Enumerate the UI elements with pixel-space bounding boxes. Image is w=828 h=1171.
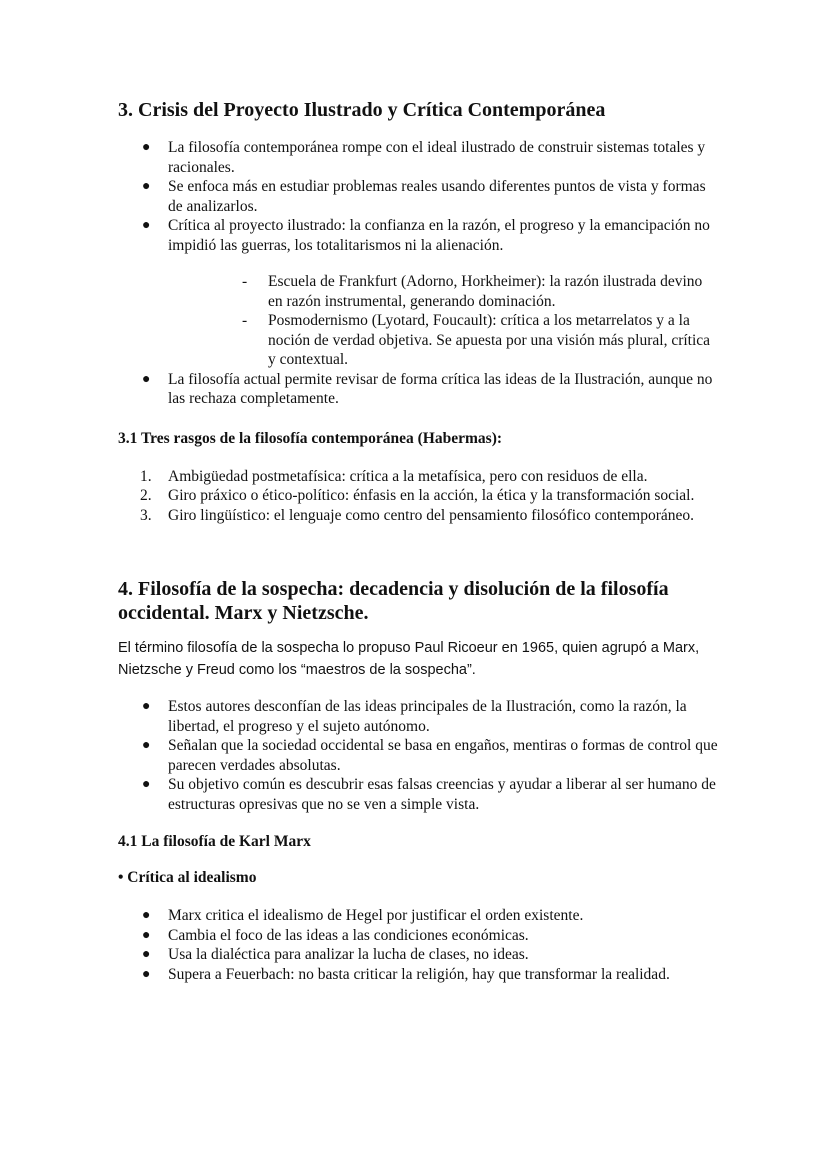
list-item	[118, 736, 718, 775]
list-item	[118, 138, 718, 177]
list-item	[118, 945, 718, 965]
section-3-bullet-list-end	[118, 370, 718, 409]
section-3-title: 3. Crisis del Proyecto Ilustrado y Crítica Contemporánea	[118, 99, 606, 121]
list-item-text: Giro práxico o ético-político: énfasis en la acción, la ética y la transformación social.	[168, 487, 695, 504]
list-item	[118, 272, 718, 311]
bullet-marker: ●	[142, 218, 151, 233]
list-item	[118, 370, 718, 409]
list-item	[118, 926, 718, 946]
section-3-1-title: 3.1 Tres rasgos de la filosofía contemporánea (Habermas):	[118, 429, 503, 447]
number-marker: 3.	[140, 506, 152, 524]
section-4-1-title: 4.1 La filosofía de Karl Marx	[118, 833, 311, 850]
section-4-1-subtitle: • Crítica al idealismo	[118, 869, 257, 886]
bullet-marker: ●	[142, 947, 151, 962]
section-4-bullet-list	[118, 697, 718, 814]
bullet-marker: ●	[142, 179, 151, 194]
number-marker: 2.	[140, 487, 152, 504]
list-item-text: Marx critica el idealismo de Hegel por justificar el orden existente.	[168, 907, 584, 924]
bullet-marker: ●	[142, 908, 151, 923]
list-item	[118, 906, 718, 926]
list-item	[118, 216, 718, 255]
bullet-marker: ●	[142, 927, 151, 943]
section-4-1-bullet-list	[118, 906, 718, 984]
list-item	[118, 775, 718, 814]
bullet-marker: ●	[142, 371, 151, 387]
section-4-title: 4. Filosofía de la sospecha: decadencia y disolución de la filosofía occidental. Marx y Nietzsche.	[118, 578, 669, 624]
section-3-1-numbered-list	[118, 467, 718, 526]
bullet-marker: ●	[142, 699, 151, 714]
list-item-text: Ambigüedad postmetafísica: crítica a la metafísica, pero con residuos de ella.	[168, 467, 648, 485]
list-item	[118, 467, 718, 487]
bullet-marker: ●	[142, 966, 151, 982]
bullet-marker: ●	[142, 738, 151, 753]
bullet-marker: ●	[142, 140, 151, 155]
list-item-text: Cambia el foco de las ideas a las condiciones económicas.	[168, 926, 529, 944]
list-item-text: Usa la dialéctica para analizar la lucha de clases, no ideas.	[168, 946, 529, 963]
section-3-bullet-list	[118, 138, 718, 255]
dash-marker: -	[242, 273, 248, 290]
list-item	[118, 486, 718, 506]
list-item-text: Señalan que la sociedad occidental se basa en engaños, mentiras o formas de control que parecen verdades absolutas.	[168, 737, 718, 774]
list-item-text: Estos autores desconfían de las ideas principales de la Ilustración, como la razón, la libertad, el progreso y el sujeto autónomo.	[168, 698, 687, 735]
list-item-text: La filosofía actual permite revisar de forma crítica las ideas de la Ilustración, aunque no las rechaza completamente.	[168, 370, 713, 407]
list-item	[118, 697, 718, 736]
list-item	[118, 177, 718, 216]
list-item-text: Giro lingüístico: el lenguaje como centro del pensamiento filosófico contemporáneo.	[168, 506, 694, 524]
list-item-text: Posmodernismo (Lyotard, Foucault): crítica a los metarrelatos y a la noción de verdad objetiva. Se apuesta por una visión más plural, crítica y contextual.	[268, 312, 711, 368]
list-item-text: Crítica al proyecto ilustrado: la confianza en la razón, el progreso y la emancipación no impidió las guerras, los totalitarismos ni la alienación.	[168, 217, 710, 254]
dash-marker: -	[242, 312, 248, 329]
page-content	[118, 98, 718, 984]
list-item	[118, 311, 718, 370]
list-item-text: Su objetivo común es descubrir esas falsas creencias y ayudar a liberar al ser humano de estructuras opresivas que no se ven a simple vista.	[168, 776, 716, 813]
section-3-dash-list	[118, 272, 718, 370]
list-item-text: Escuela de Frankfurt (Adorno, Horkheimer): la razón ilustrada devino en razón instrumental, generando dominación.	[268, 273, 703, 310]
number-marker: 1.	[140, 467, 152, 485]
section-4-intro: El término filosofía de la sospecha lo propuso Paul Ricoeur en 1965, quien agrupó a Marx, Nietzsche y Freud como los “maestros de la sospecha”.	[118, 640, 700, 678]
list-item	[118, 965, 718, 985]
bullet-marker: ●	[142, 777, 151, 792]
list-item-text: Supera a Feuerbach: no basta criticar la religión, hay que transformar la realidad.	[168, 965, 670, 983]
list-item-text: La filosofía contemporánea rompe con el ideal ilustrado de construir sistemas totales y racionales.	[168, 139, 706, 176]
list-item-text: Se enfoca más en estudiar problemas reales usando diferentes puntos de vista y formas de analizarlos.	[168, 178, 706, 215]
list-item	[118, 506, 718, 526]
